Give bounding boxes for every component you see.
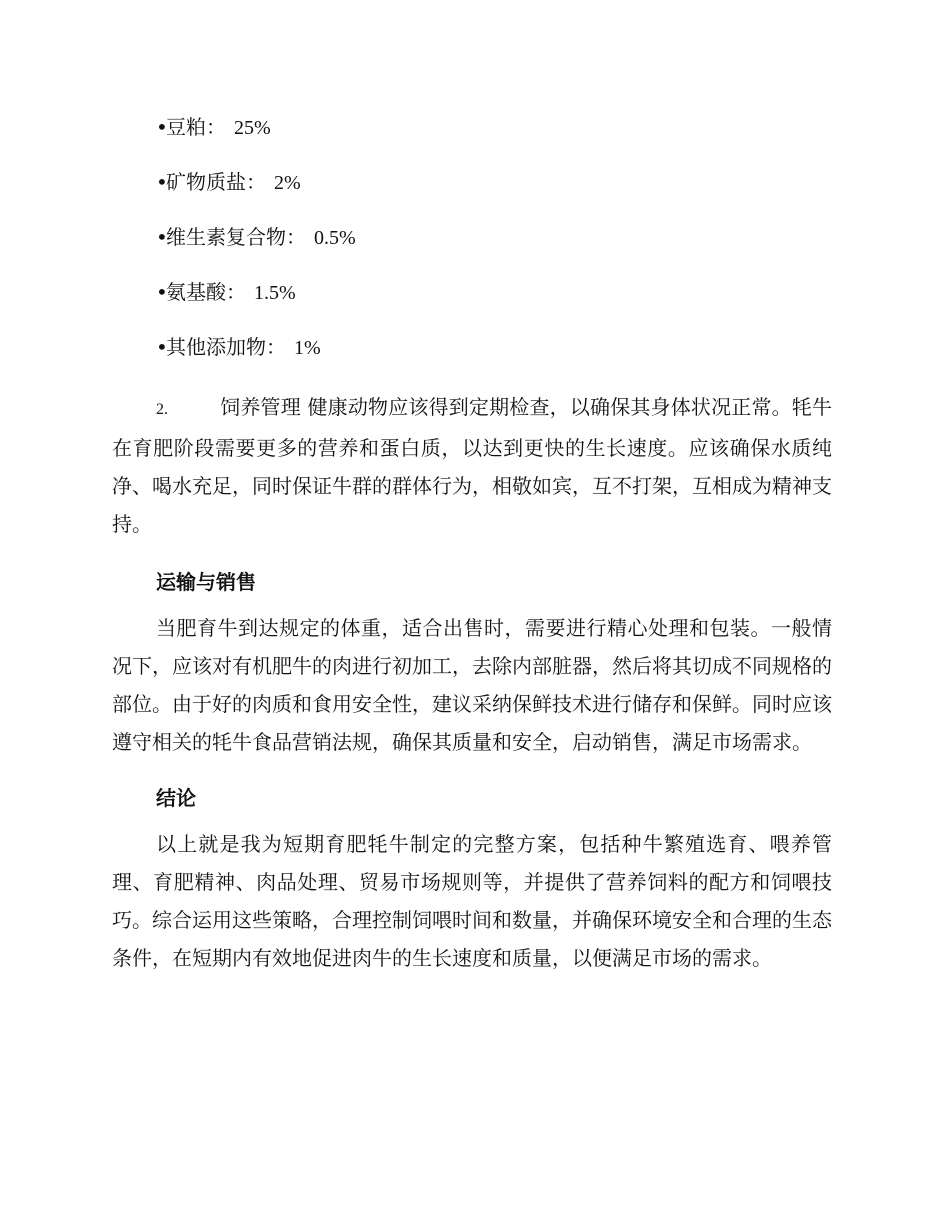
ingredient-name: 豆粕：	[166, 115, 226, 139]
ingredient-name: 氨基酸：	[166, 280, 246, 304]
conclusion-heading: 结论	[156, 786, 196, 810]
ingredient-name: 其他添加物：	[166, 335, 286, 359]
bullet-icon: •	[156, 115, 168, 139]
ingredient-name: 维生素复合物：	[166, 225, 306, 249]
section-number: 2.	[156, 401, 168, 418]
ingredient-item-other-additives	[112, 328, 832, 383]
bullet-icon: •	[156, 280, 168, 304]
bullet-icon: •	[156, 225, 168, 249]
document-content	[112, 108, 832, 977]
ingredient-percentage: 2%	[274, 172, 301, 194]
ingredient-item-soybean-meal	[112, 108, 832, 163]
transport-sales-heading: 运输与销售	[156, 570, 256, 594]
ingredient-percentage: 1.5%	[254, 282, 296, 304]
ingredient-item-amino-acid	[112, 273, 832, 328]
bullet-icon: •	[156, 170, 168, 194]
section-title: 饲养管理	[220, 395, 301, 419]
ingredient-percentage: 0.5%	[314, 227, 356, 249]
ingredient-item-mineral-salt	[112, 163, 832, 218]
ingredient-name: 矿物质盐：	[166, 170, 266, 194]
ingredient-percentage: 1%	[294, 337, 321, 359]
ingredient-percentage: 25%	[234, 117, 271, 139]
feeding-management-paragraph	[112, 388, 832, 543]
paragraph-text: 健康动物应该得到定期检查，以确保其身体状况正常。牦牛在育肥阶段需要更多的营养和蛋白质，以达到更快的生长速度。应该确保水质纯净、喝水充足，同时保证牛群的群体行为，相敬如宾，互不打架，互相成为精神支持。	[112, 395, 833, 536]
conclusion-paragraph: 以上就是我为短期育肥牦牛制定的完整方案，包括种牛繁殖选育、喂养管理、育肥精神、肉品处理、贸易市场规则等，并提供了营养饲料的配方和饲喂技巧。综合运用这些策略，合理控制饲喂时间和数量，并确保环境安全和合理的生态条件，在短期内有效地促进肉牛的生长速度和质量，以便满足市场的需求。	[112, 832, 832, 970]
feed-ingredient-list	[112, 108, 832, 383]
ingredient-item-vitamin-complex	[112, 218, 832, 273]
transport-sales-paragraph: 当肥育牛到达规定的体重，适合出售时，需要进行精心处理和包装。一般情况下，应该对有机肥牛的肉进行初加工，去除内部脏器，然后将其切成不同规格的部位。由于好的肉质和食用安全性，建议采纳保鲜技术进行储存和保鲜。同时应该遵守相关的牦牛食品营销法规，确保其质量和安全，启动销售，满足市场需求。	[112, 616, 832, 754]
bullet-icon: •	[156, 335, 168, 359]
